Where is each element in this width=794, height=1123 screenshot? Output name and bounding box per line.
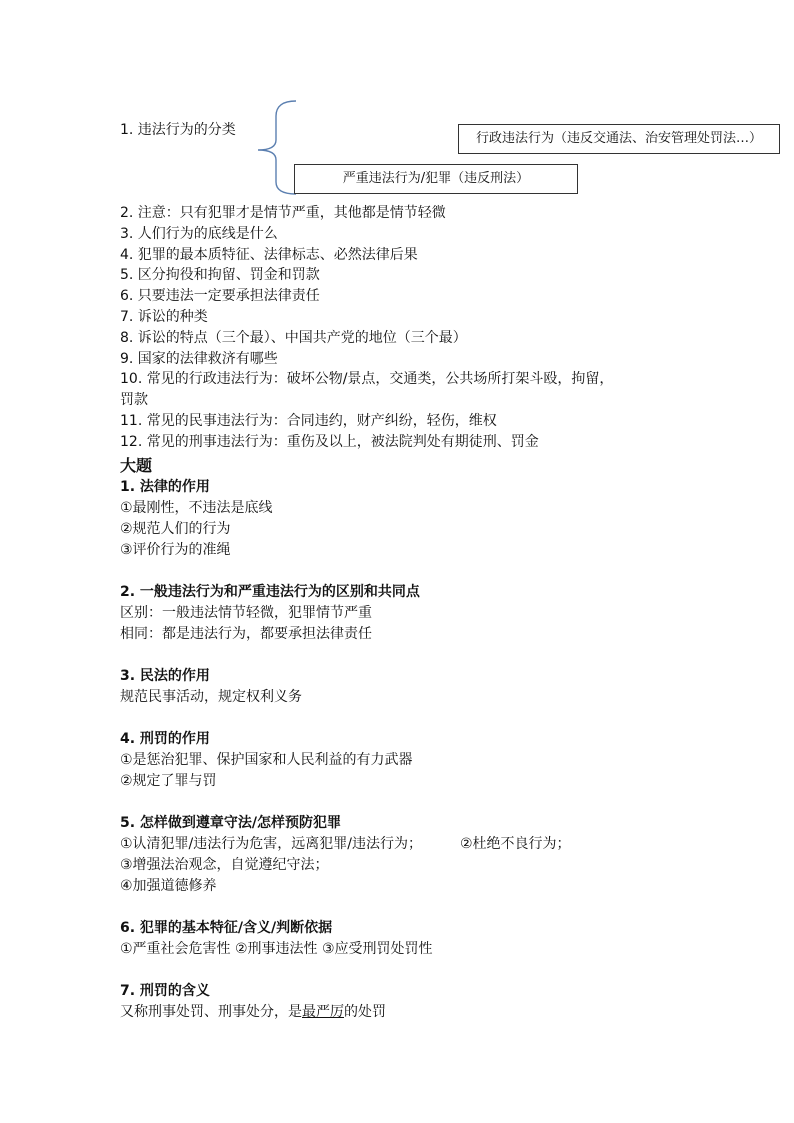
list-item: 罚款 (120, 392, 148, 409)
list-item: 12. 常见的刑事违法行为：重伤及以上，被法院判处有期徒刑、罚金 (120, 433, 539, 450)
answer-line: ②规定了罪与罚 (120, 773, 217, 789)
list-item: 2. 注意：只有犯罪才是情节严重，其他都是情节轻微 (120, 205, 446, 221)
answer-line: ③增强法治观念，自觉遵纪守法； (120, 857, 329, 873)
question-title: 7. 刑罚的含义 (120, 983, 210, 999)
answer-part: ①认清犯罪/违法行为危害，远离犯罪/违法行为； (120, 836, 422, 852)
classification-label: 1. 违法行为的分类 (120, 122, 236, 138)
list-item: 7. 诉讼的种类 (120, 308, 208, 325)
answer-line (120, 834, 760, 855)
answer-part: 的处罚 (344, 1004, 386, 1020)
section-title: 大题 (120, 456, 153, 475)
list-item: 11. 常见的民事违法行为：合同违约，财产纠纷，轻伤，维权 (120, 412, 497, 429)
list-item: 4. 犯罪的最本质特征、法律标志、必然法律后果 (120, 246, 418, 263)
answer-line: ②规范人们的行为 (120, 521, 231, 537)
question-title: 6. 犯罪的基本特征/含义/判断依据 (120, 920, 333, 936)
answer-line: ①严重社会危害性 ②刑事违法性 ③应受刑罚处罚性 (120, 941, 433, 957)
answer-line (120, 1002, 760, 1023)
answer-line: 区别：一般违法情节轻微，犯罪情节严重 (120, 605, 372, 621)
answer-part: ②杜绝不良行为； (459, 836, 571, 852)
answer-line: ③评价行为的准绳 (120, 542, 231, 558)
question-title: 4. 刑罚的作用 (120, 731, 210, 747)
question-title: 2. 一般违法行为和严重违法行为的区别和共同点 (120, 584, 420, 600)
answer-line: ④加强道德修养 (120, 878, 217, 894)
question-title: 5. 怎样做到遵章守法/怎样预防犯罪 (120, 815, 342, 831)
answer-line: ①最刚性，不违法是底线 (120, 500, 273, 516)
list-item: 10. 常见的行政违法行为：破坏公物/景点，交通类，公共场所打架斗殴，拘留， (120, 371, 614, 388)
knowledge-point-list (120, 203, 760, 453)
underlined-keyword: 最严厉 (302, 1004, 344, 1020)
list-item: 9. 国家的法律救济有哪些 (120, 350, 278, 367)
answer-line: 相同：都是违法行为，都要承担法律责任 (120, 626, 372, 642)
administrative-violation-box: 行政违法行为（违反交通法、治安管理处罚法…） (458, 124, 780, 154)
big-questions-section (120, 455, 760, 1023)
list-item: 8. 诉讼的特点（三个最）、中国共产党的地位（三个最） (120, 329, 467, 346)
list-item: 6. 只要违法一定要承担法律责任 (120, 288, 320, 305)
serious-violation-box: 严重违法行为/犯罪（违反刑法） (294, 164, 578, 194)
answer-part: 又称刑事处罚、刑事处分，是 (120, 1004, 302, 1020)
answer-line: 规范民事活动，规定权利义务 (120, 689, 302, 705)
list-item: 3. 人们行为的底线是什么 (120, 225, 278, 242)
list-item: 5. 区分拘役和拘留、罚金和罚款 (120, 267, 320, 284)
question-title: 1. 法律的作用 (120, 479, 210, 495)
answer-line: ①是惩治犯罪、保护国家和人民利益的有力武器 (120, 752, 413, 768)
question-title: 3. 民法的作用 (120, 668, 210, 684)
